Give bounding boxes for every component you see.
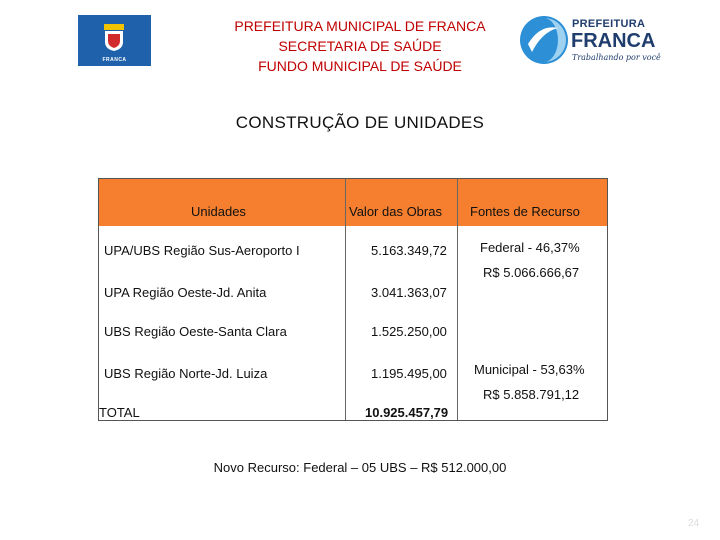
total-value: 10.925.457,79 [365, 405, 449, 420]
row-value-4: 1.195.495,00 [371, 366, 447, 381]
row-value-1: 5.163.349,72 [371, 243, 447, 258]
row-unit-3: UBS Região Oeste-Santa Clara [104, 324, 287, 339]
coat-of-arms-icon [103, 24, 125, 52]
row-unit-2: UPA Região Oeste-Jd. Anita [104, 285, 267, 300]
franca-swirl-icon [518, 14, 570, 66]
source-federal-label: Federal - 46,37% [480, 240, 580, 255]
row-value-2: 3.041.363,07 [371, 285, 447, 300]
section-title: CONSTRUÇÃO DE UNIDADES [235, 113, 485, 132]
flag-label: FRANCA [102, 57, 127, 63]
column-divider [457, 179, 458, 420]
units-table [98, 178, 608, 421]
header [200, 16, 520, 76]
header-sources: Fontes de Recurso [470, 204, 580, 219]
logo-slogan: Trabalhando por você [572, 53, 661, 62]
header-line-3: FUNDO MUNICIPAL DE SAÚDE [258, 58, 462, 74]
prefeitura-franca-logo [518, 14, 668, 66]
logo-word-prefeitura: PREFEITURA [572, 18, 646, 30]
header-line-2: SECRETARIA DE SAÚDE [278, 38, 442, 54]
source-municipal-label: Municipal - 53,63% [474, 362, 585, 377]
page-number: 24 [688, 518, 700, 529]
new-resource-note: Novo Recurso: Federal – 05 UBS – R$ 512.000,00 [213, 460, 507, 475]
source-federal-amount: R$ 5.066.666,67 [483, 265, 580, 280]
row-unit-1: UPA/UBS Região Sus-Aeroporto I [104, 243, 300, 258]
total-label: TOTAL [99, 405, 140, 420]
header-line-1: PREFEITURA MUNICIPAL DE FRANCA [234, 18, 486, 34]
source-municipal-amount: R$ 5.858.791,12 [483, 387, 580, 402]
row-unit-4: UBS Região Norte-Jd. Luiza [104, 366, 268, 381]
column-divider [345, 179, 346, 420]
franca-flag-logo [78, 15, 151, 66]
logo-word-franca: FRANCA [571, 30, 656, 52]
header-value: Valor das Obras [349, 204, 442, 219]
row-value-3: 1.525.250,00 [371, 324, 447, 339]
header-units: Unidades [191, 204, 246, 219]
